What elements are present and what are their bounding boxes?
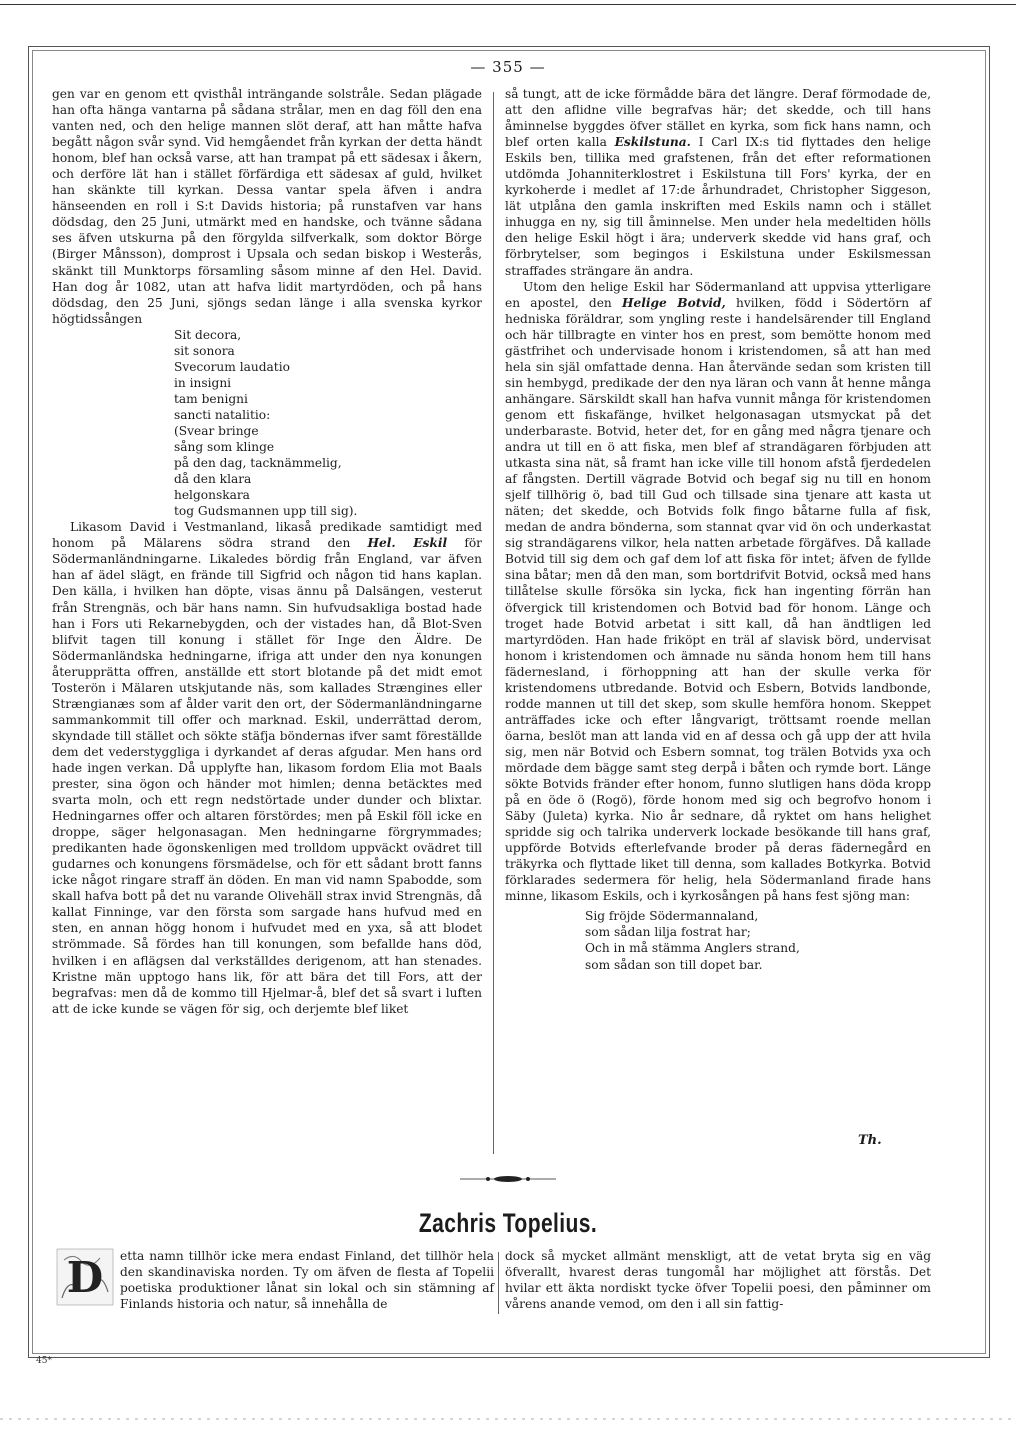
saint-name-eskil: Hel. Eskil [367,536,448,551]
article-right-text: dock så mycket allmänt menskligt, att de vetat bryta sig en väg öfverallt, hvarest deras tungomål har möjlighet att förstås. Det hvilar ett äkta nordiskt tycke öfver Topelii poesi, den påminner om vårens anande vemod, om den i all sin fattig- [505,1249,931,1312]
verse-line: Svecorum laudatio [174,359,290,374]
top-border-rule [0,4,1016,5]
verse-line: tog Gudsmannen upp till sig). [174,504,358,519]
sheet-signature-mark: 45* [36,1356,52,1366]
saint-name-botvid: Helige Botvid, [621,295,726,310]
text-span: hvilken, född i Södertörn af hedniska föräldrar, som yngling reste i handelsärender till England och här tillbragte en vinter hos en prest, som bemötte honom med gästfrihet och undervisade honom i kristendomen, så att han med hela sin själ omfattade denna. Han återvände sedan som kristen till sin hembygd, predikade der den nya läran och vann åt henne många anhängare. Särskildt skall han hafva vunnit många för kristendomen genom ett fiskafänge, hvilket helgonasagan utsmyckat på det underbaraste. Botvid, heter det, for en gång med några tjenare och andra ut till en ö att fiska, men blef af strandägaren förbjuden att utkasta sina nät, så framt han icke ville till honom afstå fjerdedelen af fångsten. Dertill vägrade Botvid och begaf sig nu till en honom sjelf tillhörig ö, bad till Gud och tillsade sina tjenare att kasta ut näten; det skedde, och Botvids folk fingo båtarne fulla af fisk, medan de andra bönderna, som stannat qvar vid ön och underkastat sig strandägarens vilkor, hela natten arbetade förgäfves. Då kallade Botvid till sig dem och gaf dem lof att fiska för intet; äfven de fyllde sina båtar; men då den man, som bortdrifvit Botvid, också med hans tillåtelse skulle försöka sin lycka, fick han ingenting förrän han öfvergick till kristendomen och Botvid bad för honom. Länge och troget hade Botvid arbetat i sitt kall, då han ändtligen led martyrdöden. Han hade friköpt en träl af slavisk börd, undervisat honom i kristendomen och ämnade nu sända honom hem till hans fädernesland, i förhoppning att han der skulle verka för kristendomens utbredande. Botvid och Esbern, Botvids landbonde, rodde mannen ut till det skep, som skulle hemföra honom. Skeppet anträffades icke och efter långvarigt, tröttsamt roende mellan öarna, beslöt man att landa vid en af dessa och gå upp der att hvila sig, men när Botvid och Esbern somnat, tog trälen Botvids yxa och mördade dem bägge samt steg derpå i båten och rymde bort. Länge sökte Botvids fränder efter honom, funno slutligen hans döda kropp på en öde ö (Rogö), förde honom med sig och begrofvo honom i Säby (Juleta) kyrka. Nio år sednare, då ryktet om hans helighet spridde sig och talrika underverk lockade besökande till hans graf, uppförde Botvids efterlefvande broder på deras fädernegård en träkyrka och flyttade liket till denna, som kallades Botkyrka. Botvid förklarades sedermera för helig, hela Södermanland firade hans minne, likasom Eskils, och i kyrkosången på hans fest sjöng man: [505,295,931,904]
scan-edge-noise [0,1418,1016,1420]
verse-line: som sådan son till dopet bar. [585,957,763,972]
right-paragraph-1 [505,86,931,279]
right-paragraph-2 [505,279,931,905]
article-left-column [56,1248,494,1312]
dropcap-letter: D [66,1253,104,1302]
verse-line: sancti natalitio: [174,407,271,422]
verse-line: då den klara [174,472,252,487]
verse-line: sit sonora [174,343,235,358]
page-number: — 355 — [470,58,546,76]
verse-line: sång som klinge [174,440,275,455]
section-ornament [458,1174,558,1184]
right-column [505,86,931,1166]
article-column-divider [498,1252,499,1314]
latin-hymn-verse [174,327,482,520]
left-paragraph-1: gen var en genom ett qvisthål inträngande solstråle. Sedan plägade han ofta hänga vantarna på sådana strålar, men en dag föll den ena vanten ned, och den helige mannen slöt deraf, att han måtte hafva begått någon svår synd. Vid hemgåendet från kyrkan der detta händt honom, blef han också varse, att han trampat på ett sädesax i åkern, och derföre lät han i stället förfärdiga ett sädesax af guld, hvilket han skänkte till kyrkan. Dessa vantar spela äfven i andra hänseenden en roll i S:t Davids historia; på runstafven var hans dödsdag, den 25 Juni, utmärkt med en handske, och tvänne sådana ses äfven utskurna på den förgylda silfverkalk, som doktor Börge (Birger Månsson), domprost i Upsala och sedan biskop i Westerås, skänkt till Munktorps församling såsom minne af den Hel. David. Han dog år 1082, utan att hafva lidit martyrdöden, och på hans dödsdag, den 25 Juni, sjöngs sedan länge i alla svenska kyrkor högtidssången [52,87,482,326]
verse-line: som sådan lilja fostrat har; [585,925,751,940]
swedish-hymn-verse [585,908,931,972]
text-span: Likasom David i Vestmanland, likaså predikade samtidigt med honom på Mälarens södra strand den [52,520,482,551]
text-span: för Södermanländningarne. Likaledes bördig från England, var äfven han af ädel slägt, en frände till Sigfrid och någon tid hans kaplan. Den källa, i hvilken han döpte, visas ännu på Dalsängen, vesterut från Strengnäs, och bär hans namn. Sin hufvudsakliga bostad hade han i Fors uti Rekarnebygden, och der vistades han, då Blot-Sven blifvit tagen till konung i stället för Inge den Äldre. De Södermanländska hedningarne, ifriga att under den nya konungen återupprätta offren, anställde ett stort blotande på det midt emot Tosterön i Mälaren utskjutande näs, som kallades Strængines eller Strængianæs som af ålder varit den ort, der Södermanländningarne sammankommit till offer och marknad. Eskil, underrättad derom, skyndade till stället och sökte stäfja böndernas ifver samt föreställde dem det vederstyggliga i dyrkandet af deras afgudar. Men hans ord hade ingen verkan. Då upplyfte han, likasom fordom Elia mot Baals prester, sina ögon och händer mot himlen; denna betäcktes med svarta moln, och ett regn nedstörtade under dunder och blixtar. Hedningarnes offer och altaren förstördes; men på Eskil föll icke en droppe, säger helgonasagan. Men hedningarne förgrymmades; predikanten hade ögonskenligen med trolldom uppväckt ovädret till gudarnes och konungens försmädelse, och för ett sådant brott fanns icke något ringare straff än döden. En man vid namn Spabodde, som skall hafva bott på det nu varande Olivehäll strax invid Strengnäs, då kallat Finninge, var den första som sargade hans hufvud med en sten, en annan högg honom i hufvudet med en yxa, så att blodet strömmade. Så fördes han till konungen, som befallde hans död, hvilken i en aflägsen dal verkställdes derigenom, att han stenades. Kristne män upptogo hans lik, för att bära det till Fors, att der begrafvas: men då de kommo till Hjelmar-å, blef det så svart i luften att de icke kunde se vägen för sig, och derjemte blef liket [52,536,482,1016]
left-paragraph-2 [52,519,482,1016]
verse-line: Sig fröjde Södermannaland, [585,909,759,924]
article-right-column [505,1248,931,1312]
text-span: Utom den helige Eskil har Södermanland att uppvisa ytterligare en apostel, den [505,279,931,310]
verse-line: (Svear bringe [174,423,259,438]
column-divider [493,92,494,1154]
verse-line: Sit decora, [174,327,242,342]
verse-line: tam benigni [174,391,248,406]
verse-line: på den dag, tacknämmelig, [174,456,342,471]
verse-line: helgonskara [174,488,250,503]
verse-line: in insigni [174,375,232,390]
place-name-eskilstuna: Eskilstuna. [614,135,691,150]
verse-line: Och in må stämma Anglers strand, [585,941,800,956]
author-signature: Th. [858,1133,882,1148]
left-column [52,86,482,1166]
article-title: Zachris Topelius. [418,1208,598,1238]
article-left-text: etta namn tillhör icke mera endast Finland, det tillhör hela den skandinaviska norden. Ty om äfven de flesta af Topelii poetiska produktioner lånat sin lokal och sin stämning af Finlands historia och natur, så innehålla de [120,1249,494,1312]
text-span: I Carl IX:s tid flyttades den helige Eskils ben, tillika med grafstenen, från det efter reformationen utdömda Johanniterklostret i Eskilstuna till Fors' kyrka, der en kyrkoherde i medlet af 17:de århundradet, Christopher Siggeson, lät utplåna den gamla inskriften med Eskils namn och i stället inhugga en ny, sig till åminnelse. Men under hela medeltiden hölls den helige Eskil högt i ära; underverk skedde vid hans graf, och förbrytelser, som begingos i Eskilstuna under Eskilsmessan straffades strängare än andra. [505,135,931,278]
decorative-initial-d [56,1248,114,1306]
text-span: så tungt, att de icke förmådde bära det längre. Deraf förmodade de, att den aflidne ville begrafvas här; det skedde, och till hans åminnelse byggdes öfver stället en kyrka, som fick hans namn, och blef orten kalla [505,87,931,150]
